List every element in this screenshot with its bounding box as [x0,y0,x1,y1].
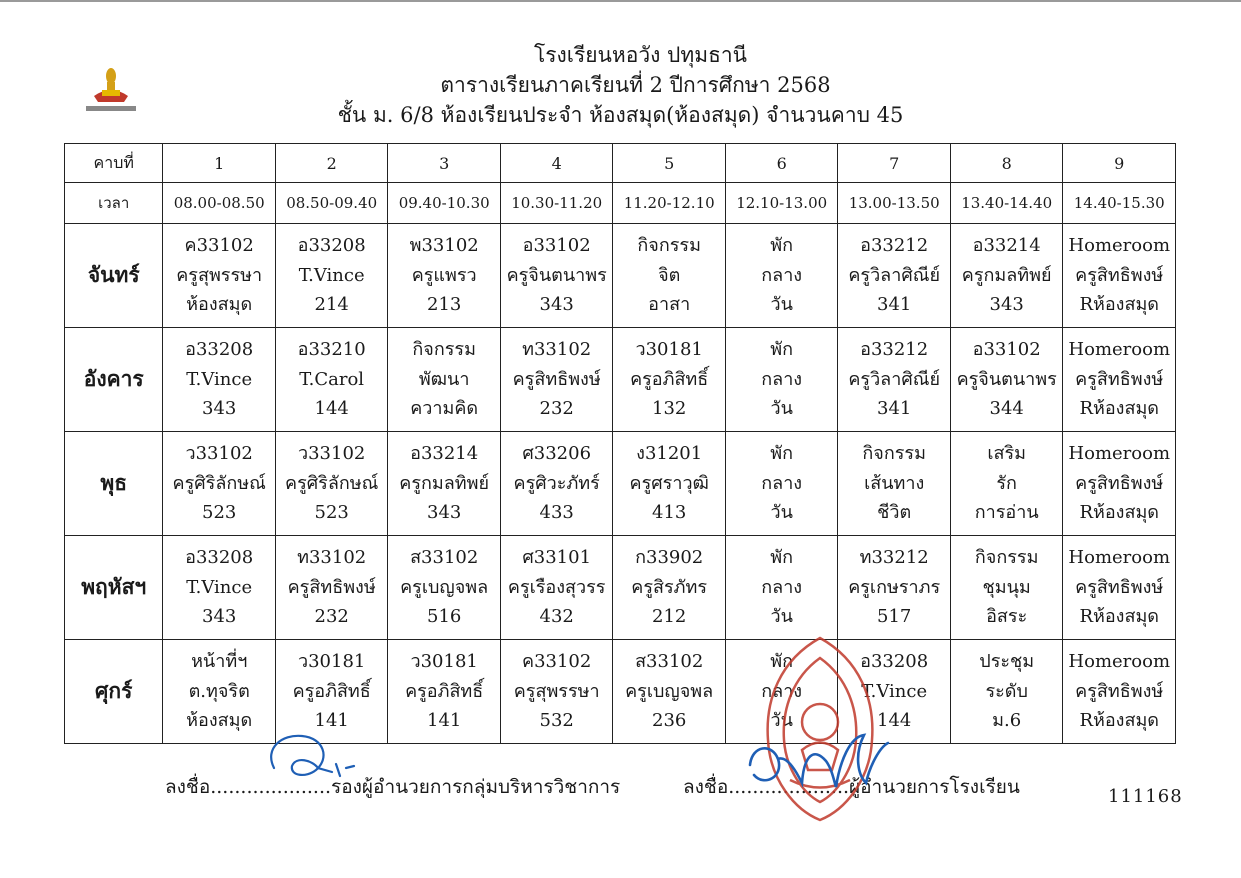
period-number: 4 [500,144,613,183]
signature-footer [0,768,1241,808]
break-line: วัน [770,398,793,420]
teacher-name: ครูศิวะภัทร์ [513,472,600,494]
subject-code: อ33208 [185,547,254,569]
subject-code: ส33102 [410,547,479,569]
lunch-break-cell [725,536,838,640]
time-row [65,183,1176,224]
class-cell [838,432,951,536]
room: 232 [539,398,574,420]
subject-code: กิจกรรม [637,235,701,257]
day-row [65,432,1176,536]
class-cell [388,224,501,328]
day-row [65,224,1176,328]
teacher-name: ครูกมลทิพย์ [399,472,490,494]
subject-code: อ33208 [860,651,929,673]
subject-code: อ33208 [185,339,254,361]
day-name: อังคาร [65,328,163,432]
period-row [65,144,1176,183]
teacher-name: ครูเรืองสุวรร [507,576,606,598]
subject-code: หน้าที่ฯ [191,651,248,673]
class-cell [950,432,1063,536]
break-line: กลาง [761,368,803,390]
subject-code: อ33102 [972,339,1041,361]
teacher-name: จิต [658,264,681,286]
room: 343 [202,606,237,628]
class-cell [388,640,501,744]
schedule-title: ตารางเรียนภาคเรียนที่ 2 ปีการศึกษา 2568 [440,73,831,97]
room: 236 [652,710,687,732]
teacher-name: ครูอภิสิทธิ์ [630,368,709,390]
teacher-name: ชุมนุม [982,576,1031,598]
teacher-name: ครูสิรภัทร [631,576,708,598]
room: 144 [877,710,912,732]
period-number: 3 [388,144,501,183]
room: 341 [877,398,912,420]
class-cell [1063,640,1176,744]
class-cell [163,536,276,640]
room: 344 [989,398,1024,420]
class-cell [388,328,501,432]
day-name: พฤหัสฯ [65,536,163,640]
room: Rห้องสมุด [1079,398,1159,420]
room: การอ่าน [974,502,1039,524]
subject-code: ท33102 [522,339,592,361]
class-cell [500,432,613,536]
subject-code: อ33214 [410,443,479,465]
class-cell [838,224,951,328]
room: Rห้องสมุด [1079,502,1159,524]
teacher-name: ครูวิลาศิณีย์ [848,368,940,390]
class-cell [1063,328,1176,432]
subject-code: ค33102 [184,235,254,257]
class-cell [500,640,613,744]
room: ชีวิต [877,502,912,524]
room: Rห้องสมุด [1079,710,1159,732]
subject-code: Homeroom [1068,443,1171,465]
teacher-name: ครูจินตนาพร [506,264,607,286]
break-line: กลาง [761,264,803,286]
room: 413 [652,502,687,524]
teacher-name: ครูศิริลักษณ์ [172,472,266,494]
room: 341 [877,294,912,316]
class-info: ชั้น ม. 6/8 ห้องเรียนประจำ ห้องสมุด(ห้องสมุด) จำนวนคาบ 45 [337,103,904,127]
room: 343 [989,294,1024,316]
class-cell [613,328,726,432]
timetable [64,143,1176,744]
teacher-name: ครูอภิสิทธิ์ [292,680,371,702]
room: 523 [314,502,349,524]
class-cell [163,432,276,536]
room: 343 [202,398,237,420]
break-line: วัน [770,710,793,732]
teacher-name: ครูเกษราภร [848,576,941,598]
room: 523 [202,502,237,524]
teacher-name: รัก [996,472,1017,494]
subject-code: ค33102 [522,651,592,673]
room: 141 [427,710,462,732]
class-cell [1063,224,1176,328]
class-cell [500,328,613,432]
subject-code: อ33212 [860,339,929,361]
subject-code: พ33102 [409,235,479,257]
lunch-break-cell [725,224,838,328]
room: 343 [539,294,574,316]
document-code: 111168 [1108,786,1183,807]
room: อาสา [648,294,691,316]
subject-code: ศ33206 [522,443,592,465]
teacher-name: ครูอภิสิทธิ์ [405,680,484,702]
break-line: วัน [770,294,793,316]
class-cell [163,224,276,328]
teacher-name: ครูสุพรรษา [176,264,263,286]
class-cell [275,328,388,432]
class-cell [613,536,726,640]
teacher-name: T.Vince [186,368,253,390]
period-number: 6 [725,144,838,183]
room: Rห้องสมุด [1079,294,1159,316]
room: 433 [539,502,574,524]
teacher-name: ครูแพรว [411,264,477,286]
break-line: พัก [770,443,794,465]
period-number: 7 [838,144,951,183]
subject-code: กิจกรรม [412,339,476,361]
deputy-director-signature-line: ลงชื่อ....................รองผู้อำนวยการกลุ่มบริหารวิชาการ [165,776,621,798]
teacher-name: ต.ทุจริต [188,680,250,702]
class-cell [613,224,726,328]
room: 132 [652,398,687,420]
class-cell [950,536,1063,640]
break-line: วัน [770,606,793,628]
subject-code: อ33102 [522,235,591,257]
period-label: คาบที่ [65,144,163,183]
subject-code: ง31201 [636,443,703,465]
class-cell [613,640,726,744]
teacher-name: ครูวิลาศิณีย์ [848,264,940,286]
class-cell [1063,432,1176,536]
class-cell [950,328,1063,432]
teacher-name: ครูสิทธิพงษ์ [1075,680,1164,702]
room: 141 [314,710,349,732]
subject-code: ว30181 [410,651,478,673]
class-cell [1063,536,1176,640]
room: 232 [314,606,349,628]
subject-code: Homeroom [1068,651,1171,673]
class-cell [163,328,276,432]
subject-code: อ33208 [297,235,366,257]
room: ห้องสมุด [186,710,253,732]
teacher-name: ครูเบญจพล [625,680,714,702]
director-signature-line: ลงชื่อ....................ผู้อำนวยการโรงเรียน [683,776,1020,798]
period-number: 8 [950,144,1063,183]
class-cell [500,224,613,328]
subject-code: ว30181 [298,651,366,673]
day-row [65,536,1176,640]
class-cell [275,432,388,536]
period-time: 08.50-09.40 [275,183,388,224]
room: 144 [314,398,349,420]
room: ความคิด [410,398,479,420]
teacher-name: ครูสิทธิพงษ์ [1075,368,1164,390]
room: 343 [427,502,462,524]
room: 517 [877,606,912,628]
subject-code: เสริม [987,443,1027,465]
lunch-break-cell [725,432,838,536]
teacher-name: T.Vince [298,264,365,286]
period-time: 13.00-13.50 [838,183,951,224]
period-number: 9 [1063,144,1176,183]
teacher-name: ครูสิทธิพงษ์ [512,368,601,390]
teacher-name: ครูสิทธิพงษ์ [1075,472,1164,494]
class-cell [275,224,388,328]
teacher-name: T.Carol [299,368,365,390]
room: ม.6 [992,710,1022,732]
period-number: 1 [163,144,276,183]
break-line: พัก [770,339,794,361]
day-row [65,328,1176,432]
subject-code: อ33212 [860,235,929,257]
break-line: พัก [770,651,794,673]
teacher-name: ครูจินตนาพร [956,368,1057,390]
break-line: กลาง [761,576,803,598]
class-cell [388,536,501,640]
class-cell [950,640,1063,744]
subject-code: ว33102 [185,443,253,465]
subject-code: อ33210 [297,339,366,361]
period-time: 12.10-13.00 [725,183,838,224]
teacher-name: ครูเบญจพล [400,576,489,598]
teacher-name: T.Vince [861,680,928,702]
subject-code: Homeroom [1068,339,1171,361]
room: 532 [539,710,574,732]
teacher-name: พัฒนา [418,368,470,390]
subject-code: Homeroom [1068,235,1171,257]
teacher-name: ครูกมลทิพย์ [961,264,1052,286]
break-line: กลาง [761,680,803,702]
class-cell [950,224,1063,328]
break-line: กลาง [761,472,803,494]
class-cell [838,536,951,640]
subject-code: ท33212 [859,547,929,569]
subject-code: ศ33101 [522,547,592,569]
subject-code: ว33102 [298,443,366,465]
room: 214 [314,294,349,316]
subject-code: ท33102 [297,547,367,569]
day-row [65,640,1176,744]
period-time: 13.40-14.40 [950,183,1063,224]
teacher-name: ระดับ [985,680,1028,702]
subject-code: ประชุม [979,651,1035,673]
subject-code: อ33214 [972,235,1041,257]
period-time: 08.00-08.50 [163,183,276,224]
room: 516 [427,606,462,628]
period-time: 14.40-15.30 [1063,183,1176,224]
teacher-name: ครูสิทธิพงษ์ [1075,576,1164,598]
break-line: พัก [770,235,794,257]
room: 432 [539,606,574,628]
period-time: 11.20-12.10 [613,183,726,224]
class-cell [163,640,276,744]
period-time: 09.40-10.30 [388,183,501,224]
subject-code: Homeroom [1068,547,1171,569]
break-line: วัน [770,502,793,524]
day-name: ศุกร์ [65,640,163,744]
room: Rห้องสมุด [1079,606,1159,628]
teacher-name: T.Vince [186,576,253,598]
document-header [0,40,1241,130]
teacher-name: ครูสิทธิพงษ์ [287,576,376,598]
period-number: 5 [613,144,726,183]
class-cell [613,432,726,536]
day-name: พุธ [65,432,163,536]
school-name: โรงเรียนหอวัง ปทุมธานี [533,43,748,67]
class-cell [838,328,951,432]
teacher-name: ครูสุพรรษา [513,680,600,702]
subject-code: ส33102 [635,651,704,673]
period-time: 10.30-11.20 [500,183,613,224]
lunch-break-cell [725,328,838,432]
class-cell [500,536,613,640]
subject-code: กิจกรรม [862,443,926,465]
deputy-director-signature [262,728,362,788]
room: ห้องสมุด [186,294,253,316]
period-number: 2 [275,144,388,183]
room: 213 [427,294,462,316]
director-signature [742,725,892,797]
time-label: เวลา [65,183,163,224]
break-line: พัก [770,547,794,569]
day-name: จันทร์ [65,224,163,328]
top-border [0,0,1241,2]
subject-code: ว30181 [635,339,703,361]
teacher-name: ครูสิทธิพงษ์ [1075,264,1164,286]
teacher-name: ครูศราวุฒิ [629,472,709,494]
room: 212 [652,606,687,628]
class-cell [275,536,388,640]
teacher-name: ครูศิริลักษณ์ [285,472,379,494]
subject-code: กิจกรรม [974,547,1039,569]
teacher-name: เส้นทาง [864,472,925,494]
class-cell [388,432,501,536]
room: อิสระ [986,606,1028,628]
subject-code: ก33902 [635,547,704,569]
